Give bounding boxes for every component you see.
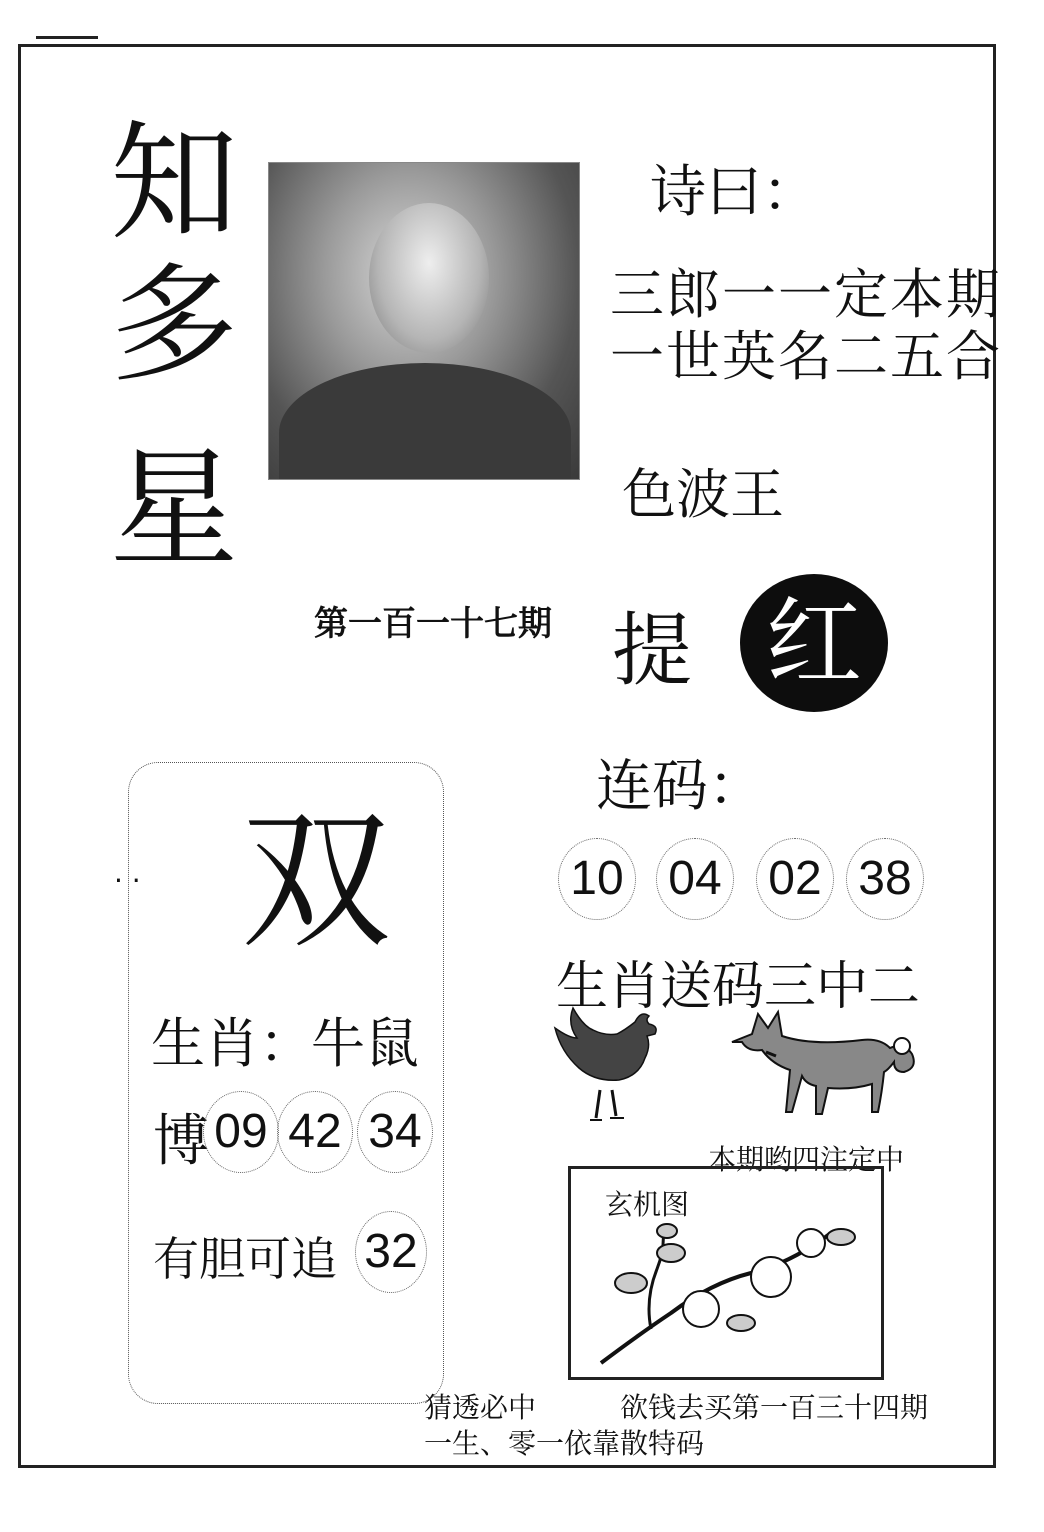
title-char-2: 多 bbox=[110, 251, 239, 400]
zodiac-hint: 生肖送码三中二 bbox=[556, 957, 921, 1017]
lianma-ball-1: 10 bbox=[558, 838, 636, 920]
footer-left: 猜透必中 bbox=[424, 1391, 537, 1424]
footer-right: 欲钱去买第一百三十四期 bbox=[620, 1391, 929, 1424]
chase-ball: 32 bbox=[355, 1211, 427, 1293]
big-char: 双 bbox=[241, 795, 392, 969]
bo-ball-2: 42 bbox=[277, 1091, 353, 1173]
lianma-label: 连码： bbox=[596, 754, 764, 819]
lianma-ball-4: 38 bbox=[846, 838, 924, 920]
branch-flower-icon bbox=[591, 1213, 871, 1373]
zodiac-label: 生肖： bbox=[151, 1012, 313, 1075]
bo-label: 博 bbox=[153, 1109, 209, 1174]
xuanji-box bbox=[568, 1166, 884, 1380]
portrait-body bbox=[279, 363, 571, 480]
sebo-label: 色波王 bbox=[622, 463, 784, 526]
zodiac-value: 牛鼠 bbox=[311, 1012, 419, 1075]
portrait-face bbox=[369, 203, 489, 353]
note-right: 本期哟四注定中 bbox=[708, 1143, 905, 1176]
left-panel bbox=[128, 762, 444, 1404]
portrait-photo bbox=[268, 162, 580, 480]
hong-circle: 红 bbox=[740, 574, 888, 712]
chase-label: 有胆可追 bbox=[153, 1232, 337, 1286]
dots: . . bbox=[114, 856, 141, 889]
poem-line-1: 三郎一一定本期 bbox=[610, 263, 1002, 326]
footer-line-2: 一生、零一依靠散特码 bbox=[424, 1427, 705, 1460]
lianma-ball-2: 04 bbox=[656, 838, 734, 920]
lianma-ball-3: 02 bbox=[756, 838, 834, 920]
corner-mark bbox=[36, 36, 98, 39]
bo-ball-1: 09 bbox=[203, 1091, 279, 1173]
dog-icon bbox=[722, 990, 918, 1130]
ti-label: 提 bbox=[612, 604, 692, 697]
poem-line-2: 一世英名二五合 bbox=[610, 325, 1002, 388]
title-char-3: 星 bbox=[110, 435, 239, 584]
xuanji-label: 玄机图 bbox=[605, 1188, 690, 1221]
bo-ball-3: 34 bbox=[357, 1091, 433, 1173]
rooster-icon bbox=[540, 1002, 670, 1134]
issue-label: 第一百一十七期 bbox=[314, 604, 552, 644]
title-char-1: 知 bbox=[110, 109, 239, 258]
poem-heading: 诗曰： bbox=[650, 160, 818, 225]
